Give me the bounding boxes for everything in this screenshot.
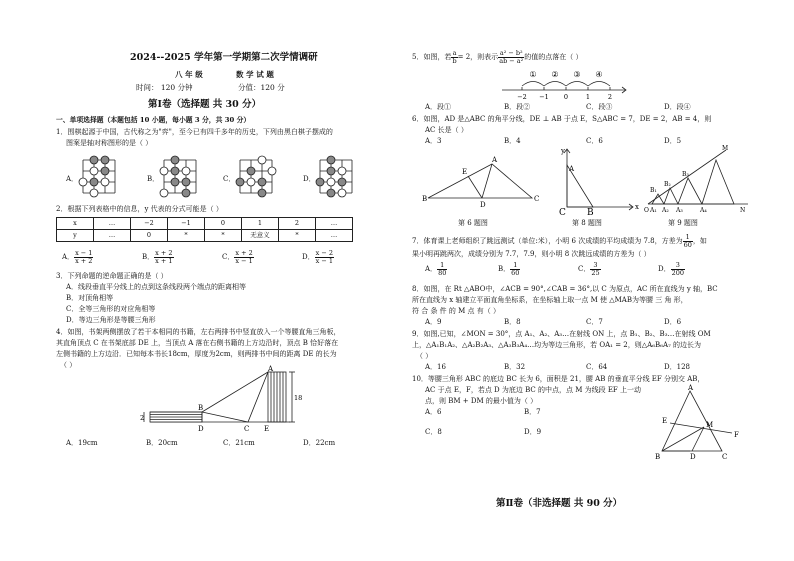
q2-table bbox=[56, 217, 353, 242]
q5-option-a: A．段① bbox=[425, 103, 452, 111]
q7-option-c: C． $\frac{3}{25}$ bbox=[578, 261, 600, 277]
q2-option-c: C． $\frac{x + 2}{x - 1}$ bbox=[222, 249, 253, 265]
q9-fig-label-o: O bbox=[644, 207, 649, 214]
q9-caption: 第 9 题图 bbox=[668, 219, 698, 227]
q6-option-c: C．6 bbox=[586, 137, 603, 145]
q6-option-d: D．5 bbox=[664, 137, 682, 145]
q3-option-a: A．线段垂直平分线上的点到这条线段两个端点的距离相等 bbox=[66, 283, 247, 291]
q9-text-1: 9．如图,已知，∠MON = 30°，点 A₁、A₂、A₃…在射线 ON 上，点 B₁、B₂、B₃…在射线 OM bbox=[412, 330, 711, 338]
table-cell: −2 bbox=[131, 218, 168, 230]
part1-title: 第Ⅰ卷（选择题 共 30 分） bbox=[148, 99, 262, 110]
q9-text-3: （ ） bbox=[416, 352, 433, 360]
q5-tick-2: 2 bbox=[607, 93, 613, 101]
q4-text-1: 4．如图，书架两侧摆放了若干本相同的书籍，左右两排书中竖直放入一个等腰直角三角板， bbox=[56, 328, 341, 336]
q4-text-4: （ ） bbox=[60, 361, 77, 369]
q4-option-d: D．22cm bbox=[303, 439, 336, 447]
q5-tick-neg1: −1 bbox=[539, 93, 549, 101]
q10-text-3: 点，则 BM + DM 的最小值为（ ） bbox=[425, 397, 538, 405]
q7-text-2: 果小明再跳两次，成绩分别为 7.7，7.9，则小明 8 次跳远成绩的方差为（ ） bbox=[412, 250, 651, 258]
table-cell: 2 bbox=[279, 218, 316, 230]
q3-option-d: D．等边三角形是等腰三角形 bbox=[66, 316, 156, 324]
q2-text: 2．根据下列表格中的信息，y 代表的分式可能是（ ） bbox=[56, 205, 223, 213]
table-cell: −1 bbox=[168, 218, 205, 230]
q1-option-c: C． bbox=[223, 175, 236, 183]
q7-option-a: A． $\frac{1}{80}$ bbox=[425, 261, 447, 277]
q4-bookshelf-figure bbox=[140, 365, 310, 438]
q2-option-b: B． $\frac{x + 2}{x + 1}$ bbox=[142, 249, 173, 265]
q10-fig-label-e: E bbox=[662, 417, 668, 425]
q5-option-d: D．段④ bbox=[664, 103, 691, 111]
table-cell: 无意义 bbox=[242, 230, 279, 242]
q3-option-c: C．全等三角形的对应角相等 bbox=[66, 305, 156, 313]
q5-segment-3: ③ bbox=[573, 70, 581, 79]
q9-option-b: B．32 bbox=[504, 363, 526, 371]
part2-title: 第Ⅱ卷（非选择题 共 90 分） bbox=[496, 498, 623, 509]
q5-text: 5．如图，若 $\frac{a}{b}$ = 2，则表示 $\frac{\text{a² − b²}}{\text{ab − a²}}$ 的值的点落在（ ） bbox=[412, 49, 583, 65]
q10-fig-label-b: B bbox=[655, 453, 661, 461]
q5-tick-0: 0 bbox=[563, 93, 569, 101]
q9-fig-label-a3: A₃ bbox=[676, 207, 683, 214]
q9-fig-label-a2: A₂ bbox=[662, 207, 669, 214]
q9-text-2: 上，△A₁B₁A₂、△A₂B₂A₃、△A₃B₃A₄…均为等边三角形，若 OA₁ = 2，则△A₆B₆A₇ 的边长为 bbox=[412, 341, 702, 349]
table-cell: … bbox=[316, 218, 353, 230]
q7-option-b: B． $\frac{1}{60}$ bbox=[498, 261, 520, 277]
q1-option-a: A． bbox=[66, 175, 79, 183]
q10-fig-label-c: C bbox=[722, 453, 728, 461]
q10-fig-label-f: F bbox=[734, 431, 739, 439]
q4-fig-label-2: 2 bbox=[140, 414, 145, 422]
table-cell: … bbox=[94, 218, 131, 230]
q6-fig-label-e: E bbox=[462, 168, 468, 176]
q8-option-b: B．8 bbox=[504, 318, 521, 326]
q4-text-2: 其直角顶点 C 在书架底部 DE 上，当顶点 A 落在右侧书籍的上方边沿时，顶点 B 恰好落在 bbox=[56, 339, 339, 347]
table-cell: 0 bbox=[205, 218, 242, 230]
q4-option-c: C．21cm bbox=[223, 439, 255, 447]
table-cell: … bbox=[316, 230, 353, 242]
q4-option-a: A．19cm bbox=[66, 439, 98, 447]
q2-option-a: A． $\frac{x - 1}{x + 2}$ bbox=[62, 249, 93, 265]
q10-option-c: C．8 bbox=[425, 428, 442, 436]
q5-segment-4: ④ bbox=[595, 70, 603, 79]
q1-text-1: 1．围棋起源于中国，古代称之为"弈"，至今已有四千多年的历史，下列由黑白棋子摆成的 bbox=[56, 128, 333, 136]
q8-text-3: 符 合 条 件 的 M 点 有（ ） bbox=[412, 307, 500, 315]
q6-fig-label-d: D bbox=[480, 201, 486, 209]
q8-text-2: 所在直线为 x 轴建立平面直角坐标系，在坐标轴上取一点 M 使 △MAB为等腰 三 角 形， bbox=[412, 296, 688, 304]
time-label: 时间： 120 分钟 bbox=[136, 83, 193, 92]
table-cell: * bbox=[279, 230, 316, 242]
grade-label: 八 年 级 bbox=[175, 70, 203, 79]
q7-option-d: D． $\frac{3}{200}$ bbox=[658, 261, 685, 277]
q10-fig-label-a: A bbox=[688, 384, 694, 392]
q8-coordinate-figure bbox=[555, 145, 645, 218]
q1-option-b: B． bbox=[147, 175, 160, 183]
q5-segment-2: ② bbox=[551, 70, 559, 79]
q9-fig-label-b2: B₂ bbox=[664, 181, 671, 188]
q8-fig-label-x: x bbox=[635, 203, 639, 211]
q10-option-d: D．9 bbox=[524, 428, 542, 436]
q4-fig-label-c: C bbox=[244, 425, 250, 433]
q1-option-d: D． bbox=[303, 175, 316, 183]
q4-option-b: B．20cm bbox=[146, 439, 178, 447]
q9-fig-label-n: N bbox=[740, 207, 746, 214]
q9-option-d: D．128 bbox=[664, 363, 690, 371]
q9-fig-label-a1: A₁ bbox=[650, 207, 657, 214]
q3-option-b: B．对顶角相等 bbox=[66, 294, 114, 302]
q4-fig-label-d: D bbox=[198, 425, 204, 433]
exam-title: 2024--2025 学年第一学期第二次学情调研 bbox=[130, 52, 318, 63]
q8-fig-label-c: C bbox=[559, 208, 566, 218]
subject-label: 数 学 试 题 bbox=[236, 70, 274, 79]
q10-triangle-figure bbox=[650, 385, 746, 461]
q6-fig-label-c: C bbox=[534, 195, 540, 203]
q10-text-1: 10．等腰三角形 ABC 的底边 BC 长为 6，面积是 21，腰 AB 的垂直平分线 EF 分别交 AB， bbox=[412, 375, 705, 383]
q9-fig-label-b3: B₃ bbox=[682, 171, 689, 178]
table-cell: * bbox=[168, 230, 205, 242]
table-cell: x bbox=[57, 218, 94, 230]
q8-option-a: A．9 bbox=[425, 318, 442, 326]
q4-fig-label-a: A bbox=[268, 365, 274, 373]
q2-row-x bbox=[57, 218, 353, 230]
q3-text: 3．下列命题的逆命题正确的是（ ） bbox=[56, 272, 168, 280]
q6-text-1: 6．如图，AD 是△ABC 的角平分线，DE ⊥ AB 于点 E，S△ABC = 7，DE = 2，AB = 4，则 bbox=[412, 115, 712, 123]
q10-option-b: B．7 bbox=[524, 408, 541, 416]
q4-fig-label-e: E bbox=[264, 425, 270, 433]
q1-go-board-b bbox=[160, 156, 200, 198]
table-cell: … bbox=[94, 230, 131, 242]
q9-fig-label-m: M bbox=[722, 145, 729, 152]
q6-triangle-figure bbox=[420, 152, 540, 212]
q4-fig-label-18: 18 bbox=[294, 394, 303, 402]
q1-go-board-a bbox=[79, 156, 119, 198]
q8-caption: 第 8 题图 bbox=[572, 219, 602, 227]
table-cell: * bbox=[205, 230, 242, 242]
q9-fig-label-b1: B₁ bbox=[650, 187, 657, 194]
q5-tick-1: 1 bbox=[585, 93, 591, 101]
q8-fig-label-y: y bbox=[561, 147, 565, 155]
q8-option-c: C．7 bbox=[586, 318, 603, 326]
q4-fig-label-b: B bbox=[198, 404, 204, 412]
q9-equilateral-figure bbox=[644, 142, 754, 212]
q7-text-1: 7．体育课上老师组织了跳远测试（单位:米），小明 6 次成绩的平均成绩为 7.8，方差为 $\frac{1}{60}$ ，如 bbox=[412, 233, 707, 249]
q5-number-line bbox=[500, 66, 630, 106]
q9-option-a: A．16 bbox=[425, 363, 446, 371]
q5-tick-neg2: −2 bbox=[517, 93, 527, 101]
q6-text-2: AC 长是（ ） bbox=[425, 126, 468, 134]
q2-row-y bbox=[57, 230, 353, 242]
q1-go-board-c bbox=[236, 156, 276, 198]
table-cell: y bbox=[57, 230, 94, 242]
q8-fig-label-b: B bbox=[587, 208, 594, 218]
q9-option-c: C．64 bbox=[586, 363, 608, 371]
q10-fig-label-d: D bbox=[690, 453, 696, 461]
q9-fig-label-a4: A₄ bbox=[700, 207, 707, 214]
q10-option-a: A．6 bbox=[425, 408, 442, 416]
q6-caption: 第 6 题图 bbox=[458, 219, 488, 227]
q2-option-d: D． $\frac{x - 2}{x - 1}$ bbox=[302, 249, 334, 265]
q10-text-2: AC 于点 E，F，若点 D 为底边 BC 的中点，点 M 为线段 EF 上一动 bbox=[425, 386, 642, 394]
q5-option-b: B．段② bbox=[504, 103, 531, 111]
q6-fig-label-b: B bbox=[422, 195, 428, 203]
q8-text-1: 8．如图，在 Rt △ABO中，∠ACB = 90°,∠CAB = 36°,以 C 为原点，AC 所在直线为 y 轴，BC bbox=[412, 285, 718, 293]
table-cell: 0 bbox=[131, 230, 168, 242]
part1-instructions: 一、单项选择题（本题包括 10 小题，每小题 3 分，共 30 分） bbox=[56, 116, 251, 124]
q8-option-d: D．6 bbox=[664, 318, 682, 326]
q6-option-b: B．4 bbox=[504, 137, 521, 145]
score-label: 分值：120 分 bbox=[238, 83, 285, 92]
q5-segment-1: ① bbox=[529, 70, 537, 79]
q6-fig-label-a: A bbox=[492, 156, 498, 164]
q4-text-3: 左侧书籍的上方边沿．已知每本书长18cm，厚度为2cm，则两排书中间的距离 DE 的长为 bbox=[56, 350, 337, 358]
q10-fig-label-m: M bbox=[706, 421, 714, 429]
q8-fig-label-a: A bbox=[569, 165, 575, 173]
q5-option-c: C．段③ bbox=[586, 103, 613, 111]
q6-option-a: A．3 bbox=[425, 137, 442, 145]
table-cell: 1 bbox=[242, 218, 279, 230]
q1-go-board-d bbox=[316, 156, 356, 198]
q1-text-2: 图案是轴对称图形的是（ ） bbox=[66, 139, 153, 147]
